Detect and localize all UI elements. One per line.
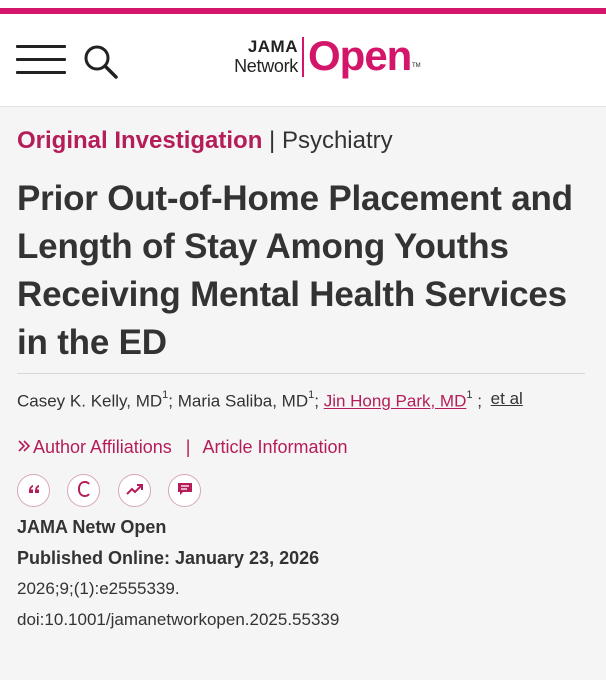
logo-open-text: Open <box>308 32 412 79</box>
comment-button[interactable] <box>168 474 201 507</box>
citation: 2026;9;(1):e2555339. <box>17 579 180 598</box>
jama-network-open-logo[interactable] <box>226 32 426 84</box>
author-affiliation-marker: 1 <box>162 389 169 401</box>
article-info-links <box>17 437 348 458</box>
article-category <box>17 127 393 155</box>
author-affiliation-marker: 1 <box>308 389 315 401</box>
author-affiliation-marker: 1 <box>466 389 473 401</box>
author-affiliations-link[interactable] <box>17 437 172 457</box>
crossmark-icon <box>76 480 92 502</box>
author-list <box>17 388 523 412</box>
logo-network-text: Network <box>234 56 298 76</box>
search-icon[interactable] <box>82 44 120 80</box>
doi[interactable]: doi:10.1001/jamanetworkopen.2025.55339 <box>17 610 340 629</box>
category-link[interactable]: Original Investigation <box>17 127 263 154</box>
author-name-link[interactable]: Jin Hong Park, MD <box>323 391 467 411</box>
logo-wordmark-left <box>226 38 298 76</box>
author-name[interactable]: Casey K. Kelly, MD <box>17 391 163 411</box>
title-divider <box>17 373 585 374</box>
et-al-link[interactable]: et al <box>490 388 523 408</box>
subcategory-link[interactable]: Psychiatry <box>281 127 393 154</box>
site-header <box>0 14 606 107</box>
hamburger-menu-icon[interactable] <box>16 44 66 76</box>
author-separator: ; <box>168 391 178 411</box>
links-separator: | <box>185 437 191 457</box>
author-separator: ; <box>472 391 487 411</box>
metrics-button[interactable] <box>118 474 151 507</box>
cite-button[interactable] <box>17 474 50 507</box>
author-affiliations-label: Author Affiliations <box>33 437 172 457</box>
logo-divider <box>302 37 304 77</box>
trend-chart-icon <box>126 481 144 501</box>
double-chevron-right-icon <box>17 437 31 458</box>
top-bar <box>0 0 606 14</box>
comment-icon <box>177 481 193 501</box>
quote-icon <box>26 481 42 501</box>
logo-trademark: TM <box>412 63 421 69</box>
logo-jama-text: JAMA <box>247 37 298 56</box>
category-separator: | <box>269 127 276 154</box>
article-information-link[interactable]: Article Information <box>202 437 348 457</box>
author-name[interactable]: Maria Saliba, MD <box>177 391 309 411</box>
article-title: Prior Out-of-Home Placement and Length of Stay Among Youths Receiving Mental Health Services in the ED <box>17 179 573 362</box>
author-separator: ; <box>314 391 324 411</box>
journal-name: JAMA Netw Open <box>17 517 167 537</box>
published-date: Published Online: January 23, 2026 <box>17 548 320 568</box>
crossmark-button[interactable] <box>67 474 100 507</box>
